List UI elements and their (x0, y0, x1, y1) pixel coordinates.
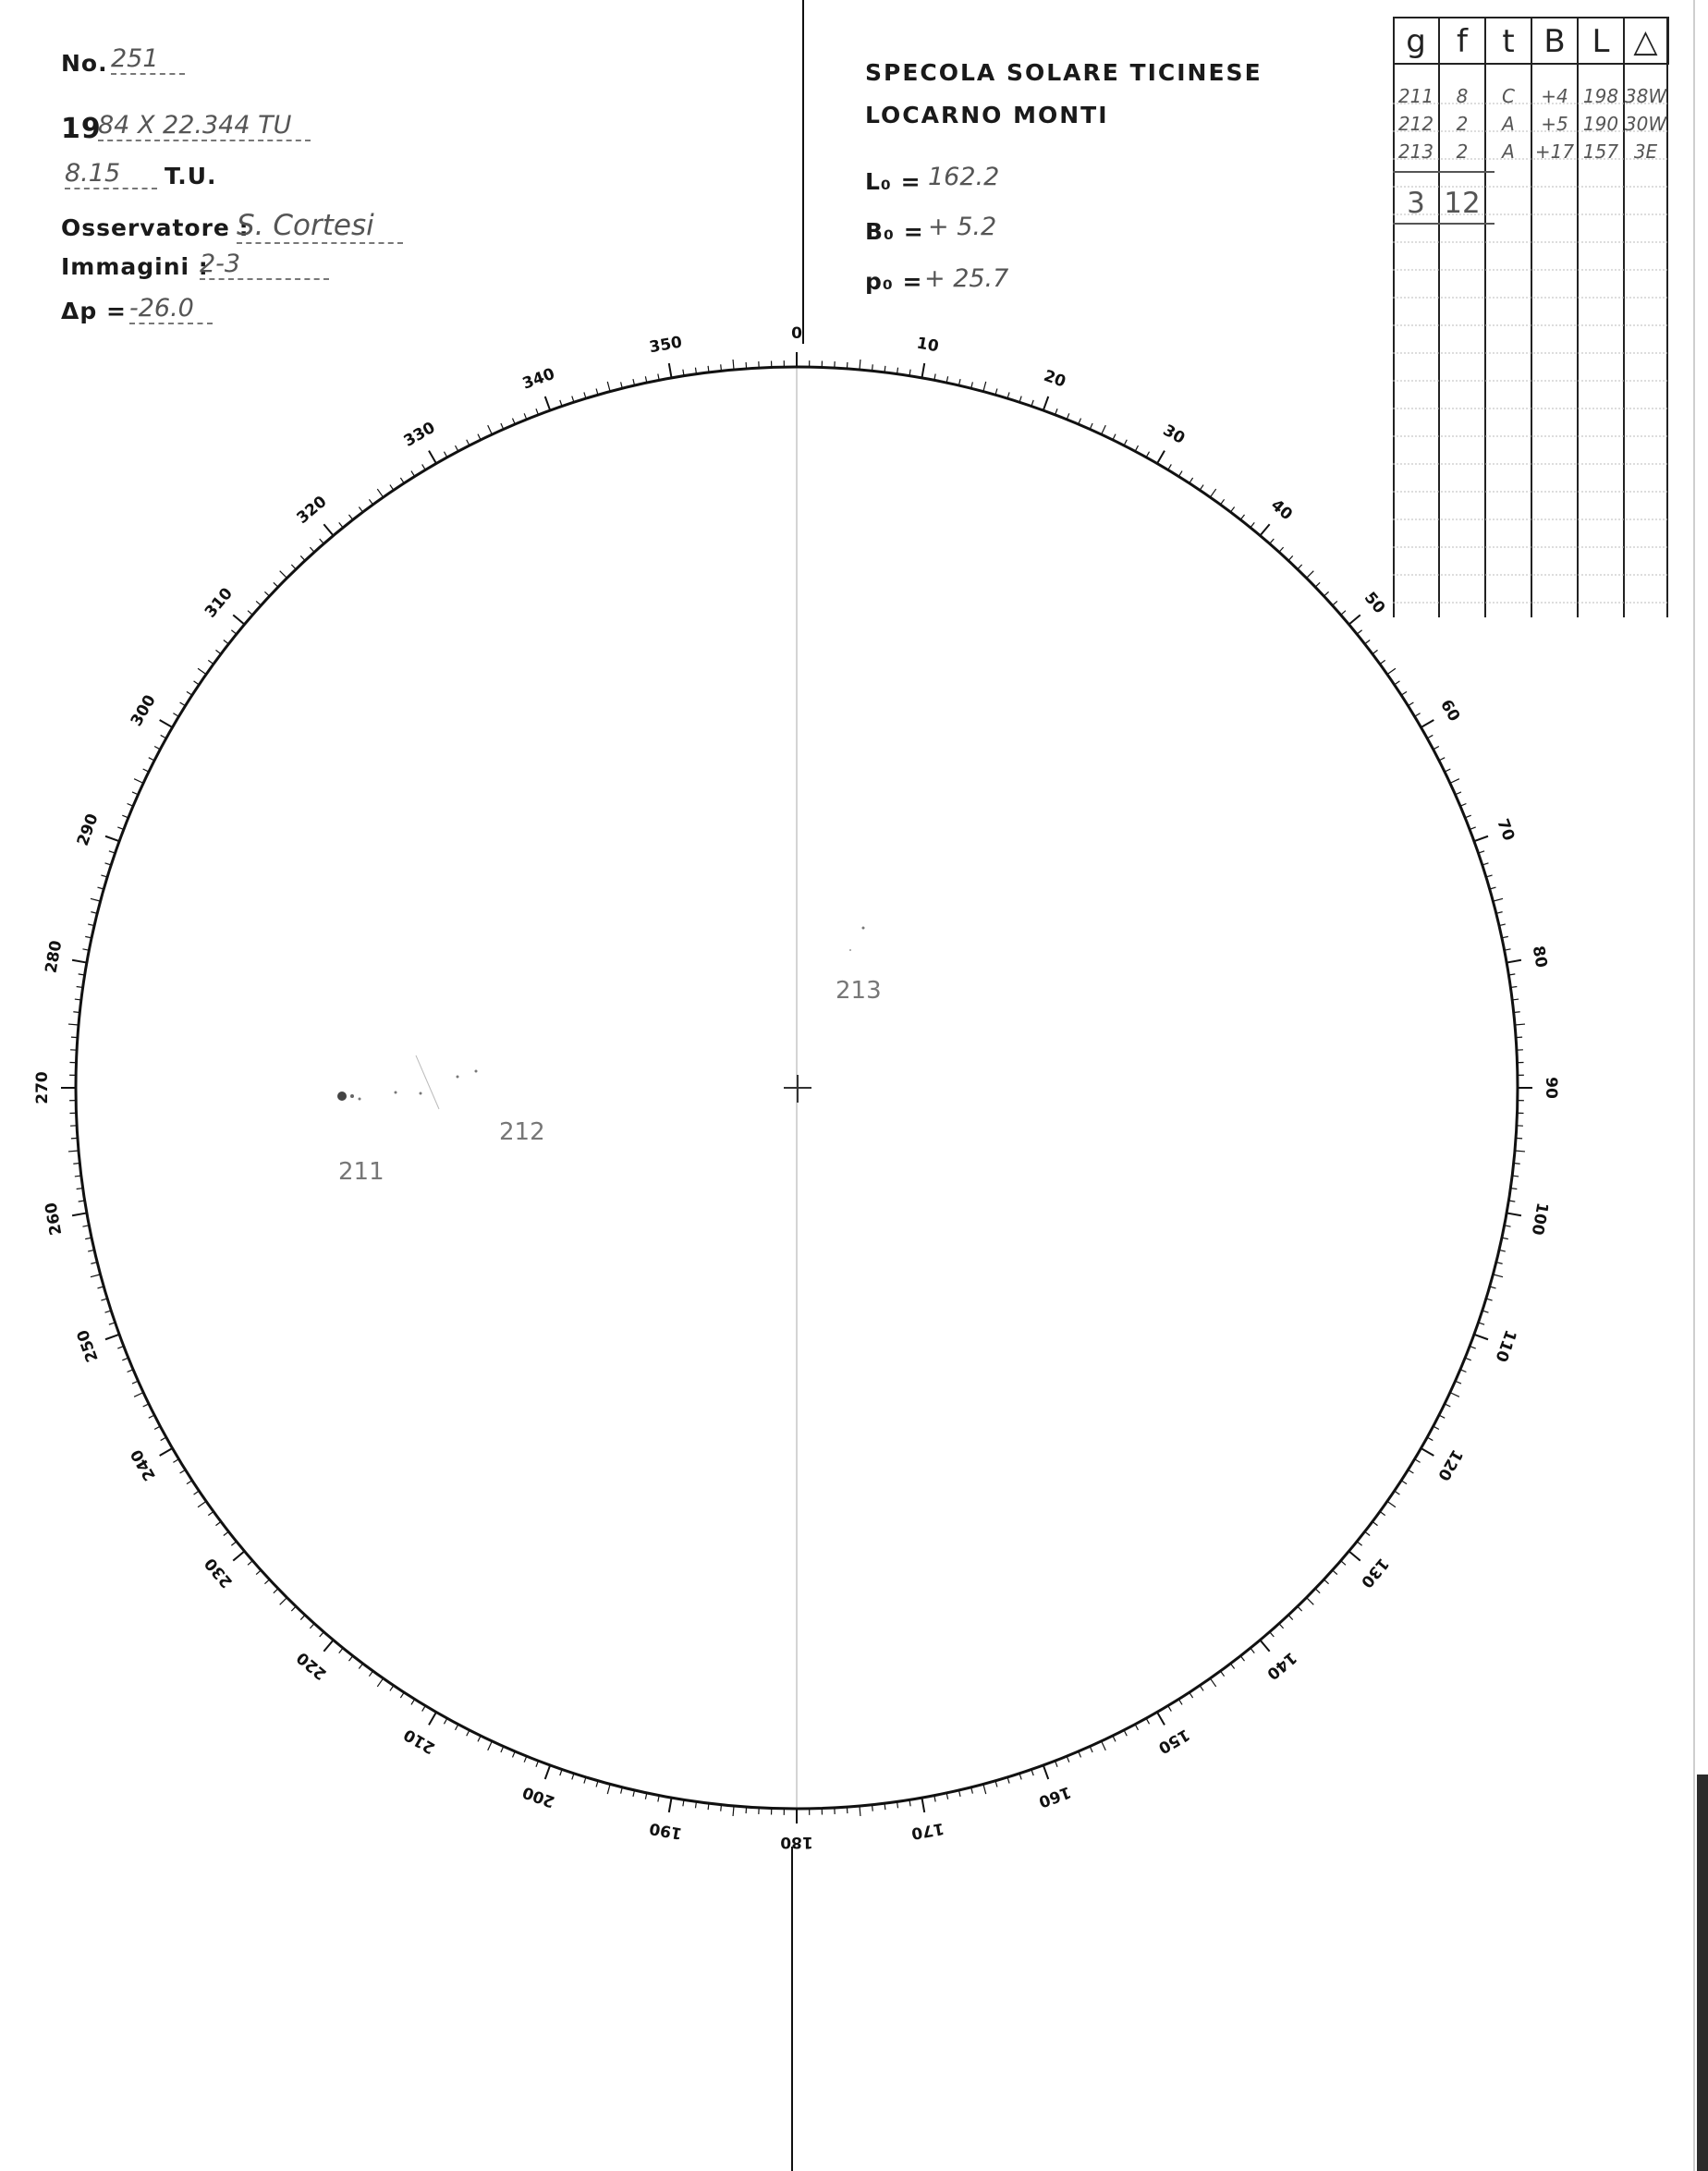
scale-label-350: 350 (648, 333, 684, 358)
b0-label: B₀ = (865, 218, 924, 245)
delta-p-label: Δp = (61, 298, 127, 324)
sunspot-group-212-spots (395, 1055, 478, 1109)
scale-label-260: 260 (42, 1201, 67, 1237)
col-header-g: g (1406, 23, 1426, 60)
delta-p-value: -26.0 (129, 294, 213, 324)
scale-label-200: 200 (519, 1782, 558, 1811)
cell-longitude: 157 (1582, 140, 1619, 163)
time-unit: T.U. (165, 163, 217, 189)
scan-edge-shadow (1697, 1775, 1708, 2171)
scale-label-300: 300 (127, 691, 160, 730)
scale-label-220: 220 (293, 1648, 331, 1684)
scale-label-130: 130 (1357, 1554, 1393, 1592)
col-header-b: B (1543, 23, 1566, 60)
scale-label-340: 340 (519, 364, 558, 394)
scale-label-280: 280 (42, 939, 67, 975)
col-header-t: t (1502, 23, 1515, 60)
scale-label-160: 160 (1035, 1782, 1074, 1811)
number-label: No. (61, 50, 108, 77)
cell-latitude: +17 (1534, 140, 1575, 163)
scale-label-250: 250 (73, 1326, 103, 1365)
scale-label-190: 190 (648, 1818, 684, 1843)
observer-label: Osservatore : (61, 214, 250, 241)
l0-value: 162.2 (928, 163, 1000, 191)
scale-label-270: 270 (33, 1071, 52, 1104)
cell-type: A (1502, 113, 1515, 135)
scale-label-40: 40 (1267, 495, 1297, 525)
scale-label-30: 30 (1159, 421, 1189, 448)
scale-label-330: 330 (400, 418, 439, 451)
date-value: 84 X 22.344 TU (98, 111, 311, 141)
center-cross (784, 1075, 811, 1103)
group-label-211: 211 (338, 1158, 384, 1186)
cell-latitude: +4 (1541, 85, 1568, 107)
cell-group: 211 (1397, 85, 1434, 107)
images-label: Immagini : (61, 253, 209, 280)
b0-value: + 5.2 (928, 213, 997, 241)
group-label-213: 213 (836, 977, 882, 1005)
scale-label-240: 240 (127, 1445, 160, 1484)
number-value: 251 (111, 44, 185, 75)
sunspot-group-211-spots (337, 1092, 361, 1101)
scale-label-90: 90 (1542, 1077, 1560, 1099)
time-value: 8.15 (65, 159, 157, 189)
cell-delta: 38W (1624, 85, 1667, 107)
scale-label-60: 60 (1436, 696, 1464, 726)
total-groups: 3 (1407, 187, 1425, 220)
page-edge (1693, 0, 1695, 2171)
p0-label: p₀ = (865, 268, 923, 295)
col-header-l: L (1592, 23, 1610, 60)
cell-delta: 3E (1633, 140, 1658, 163)
scale-label-320: 320 (293, 492, 331, 528)
images-value: 2-3 (200, 250, 329, 280)
cell-longitude: 190 (1582, 113, 1619, 135)
cell-latitude: +5 (1541, 113, 1568, 135)
scale-label-10: 10 (915, 334, 941, 357)
total-spots: 12 (1444, 187, 1481, 220)
scale-label-0: 0 (791, 324, 802, 343)
col-header-f: f (1457, 23, 1468, 60)
scale-label-230: 230 (201, 1554, 237, 1592)
scale-label-50: 50 (1360, 588, 1389, 617)
scale-label-120: 120 (1434, 1445, 1467, 1484)
cell-longitude: 198 (1582, 85, 1619, 107)
scale-label-290: 290 (73, 811, 103, 849)
scale-label-150: 150 (1154, 1725, 1193, 1758)
sunspot-group-213-spots (849, 927, 865, 952)
observer-value: S. Cortesi (237, 209, 403, 244)
scale-label-80: 80 (1528, 944, 1551, 970)
scale-label-140: 140 (1263, 1648, 1300, 1684)
scale-label-310: 310 (201, 584, 237, 622)
scale-label-180: 180 (780, 1833, 813, 1851)
scale-label-210: 210 (400, 1725, 439, 1758)
cell-group: 212 (1397, 113, 1434, 135)
p0-value: + 25.7 (924, 264, 1009, 293)
year-prefix: 19 (61, 113, 102, 145)
cell-spots: 8 (1456, 85, 1469, 107)
observatory-location: LOCARNO MONTI (865, 102, 1109, 128)
scale-label-110: 110 (1491, 1326, 1520, 1365)
observatory-name: SPECOLA SOLARE TICINESE (865, 59, 1263, 86)
scale-label-70: 70 (1493, 816, 1519, 844)
cell-spots: 2 (1456, 113, 1469, 135)
cell-type: A (1502, 140, 1515, 163)
scale-label-20: 20 (1041, 366, 1068, 392)
cell-spots: 2 (1456, 140, 1469, 163)
cell-group: 213 (1397, 140, 1434, 163)
cell-delta: 30W (1624, 113, 1667, 135)
l0-label: L₀ = (865, 168, 921, 195)
scale-label-100: 100 (1527, 1201, 1552, 1237)
cell-type: C (1502, 85, 1515, 107)
scale-label-170: 170 (909, 1818, 946, 1843)
col-header-delta: △ (1633, 23, 1658, 60)
group-label-212: 212 (499, 1118, 545, 1146)
